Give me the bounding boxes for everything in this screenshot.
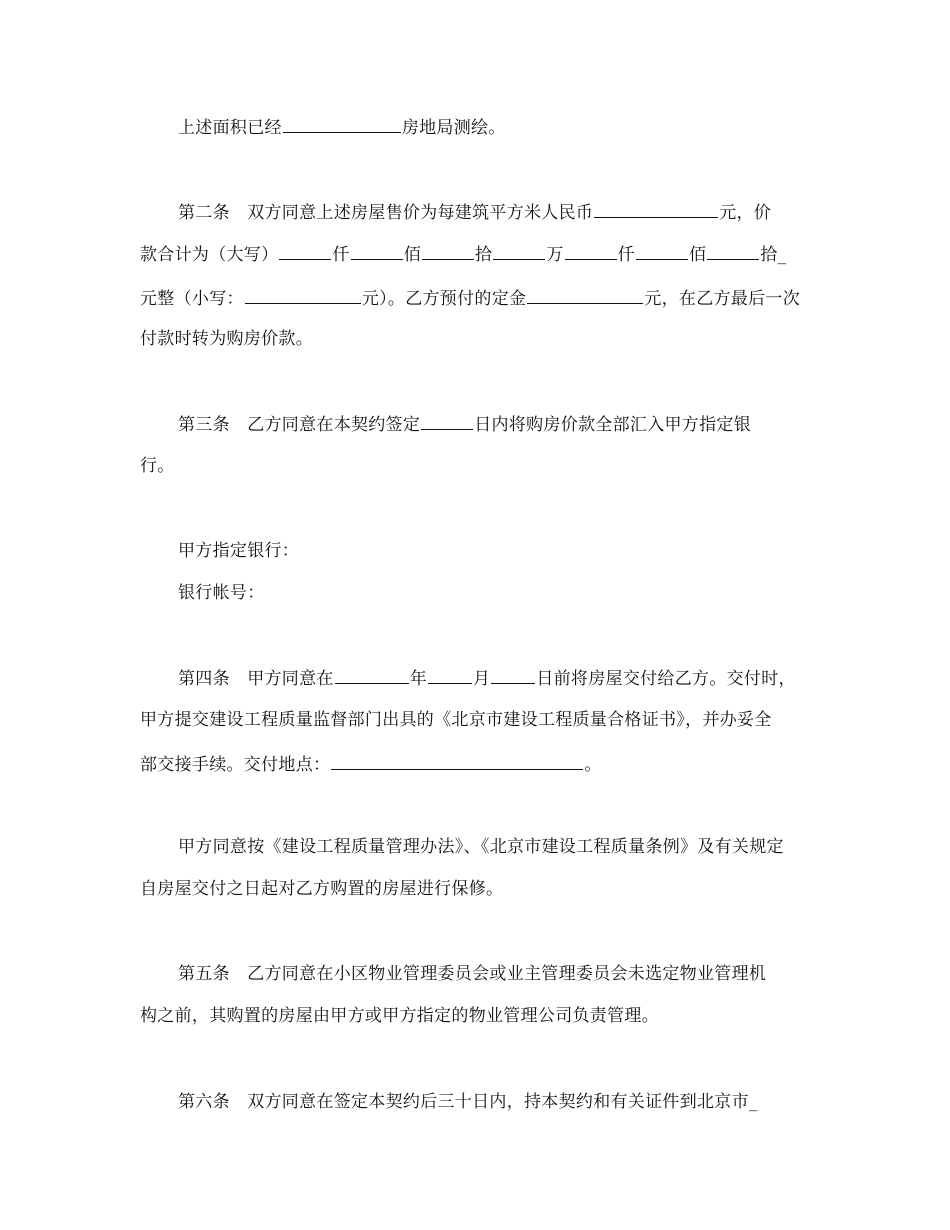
text: 甲方指定银行： xyxy=(178,541,300,561)
article-4-line-1 xyxy=(178,665,796,691)
text: 银行帐号： xyxy=(178,583,265,603)
amount-blank xyxy=(279,241,331,260)
amount-blank xyxy=(636,241,688,260)
article-6-line-1 xyxy=(178,1090,758,1114)
unit: 佰 xyxy=(403,245,422,265)
text: 元，在乙方最后一次 xyxy=(644,289,801,309)
text: 年 xyxy=(409,669,428,689)
article-2-line-1 xyxy=(178,199,771,225)
text: 第三条 乙方同意在本契约签定 xyxy=(178,415,421,435)
bank-account-label xyxy=(178,581,265,605)
text: 甲方同意按《建设工程质量管理办法》、《北京市建设工程质量条例》及有关规定 xyxy=(178,837,784,857)
unit: 仟 xyxy=(617,245,635,265)
amount-figures-blank xyxy=(245,285,361,304)
text: 部交接手续。交付地点： xyxy=(140,755,331,775)
unit: 佰 xyxy=(688,245,707,265)
text: 元）。乙方预付的定金 xyxy=(361,289,527,309)
article-3-line-1 xyxy=(178,411,751,437)
unit: 拾_ xyxy=(760,245,787,265)
area-survey-line xyxy=(178,114,506,140)
unit: 拾 xyxy=(475,245,493,265)
year-blank xyxy=(335,665,409,684)
amount-blank xyxy=(565,241,617,260)
text: 月 xyxy=(473,669,491,689)
article-5-line-2 xyxy=(140,1004,659,1028)
delivery-location-blank xyxy=(331,751,583,770)
text: 第六条 双方同意在签定本契约后三十日内，持本契约和有关证件到北京市_ xyxy=(178,1092,758,1112)
article-2-line-3 xyxy=(140,285,800,311)
amount-blank xyxy=(493,241,545,260)
amount-blank xyxy=(351,241,403,260)
amount-blank xyxy=(422,241,474,260)
amount-blank xyxy=(707,241,759,260)
text: 上述面积已经 xyxy=(178,118,282,138)
survey-agency-blank xyxy=(283,114,401,133)
text: 日内将购房价款全部汇入甲方指定银 xyxy=(474,415,752,435)
text: 第五条 乙方同意在小区物业管理委员会或业主管理委员会未选定物业管理机 xyxy=(178,964,767,984)
text: 构之前，其购置的房屋由甲方或甲方指定的物业管理公司负责管理。 xyxy=(140,1006,659,1026)
day-blank xyxy=(491,665,535,684)
article-2-line-4 xyxy=(140,327,313,351)
article-3-line-2 xyxy=(140,454,175,478)
text: 元整（小写： xyxy=(140,289,244,309)
text: 第二条 双方同意上述房屋售价为每建筑平方米人民币 xyxy=(178,203,594,223)
text: 第四条 甲方同意在 xyxy=(178,669,334,689)
text: 付款时转为购房价款。 xyxy=(140,329,313,349)
text: 行。 xyxy=(140,456,175,476)
text: 房地局测绘。 xyxy=(401,118,506,138)
text: 自房屋交付之日起对乙方购置的房屋进行保修。 xyxy=(140,879,504,899)
text: 。 xyxy=(584,755,602,775)
price-per-sqm-blank xyxy=(594,199,718,218)
text: 元，价 xyxy=(719,203,772,223)
warranty-line-2 xyxy=(140,877,503,901)
unit: 万 xyxy=(546,245,564,265)
text: 甲方提交建设工程质量监督部门出具的《北京市建设工程质量合格证书》，并办妥全 xyxy=(140,710,772,730)
article-2-line-2 xyxy=(140,241,786,267)
warranty-line-1 xyxy=(178,835,784,859)
days-blank xyxy=(421,411,473,430)
unit: 仟 xyxy=(332,245,350,265)
article-4-line-3 xyxy=(140,751,602,777)
bank-name-label xyxy=(178,539,299,563)
article-4-line-2 xyxy=(140,708,772,732)
deposit-blank xyxy=(527,285,643,304)
text: 款合计为（大写） xyxy=(140,245,279,265)
month-blank xyxy=(428,665,472,684)
article-5-line-1 xyxy=(178,962,766,986)
text: 日前将房屋交付给乙方。交付时， xyxy=(536,669,796,689)
